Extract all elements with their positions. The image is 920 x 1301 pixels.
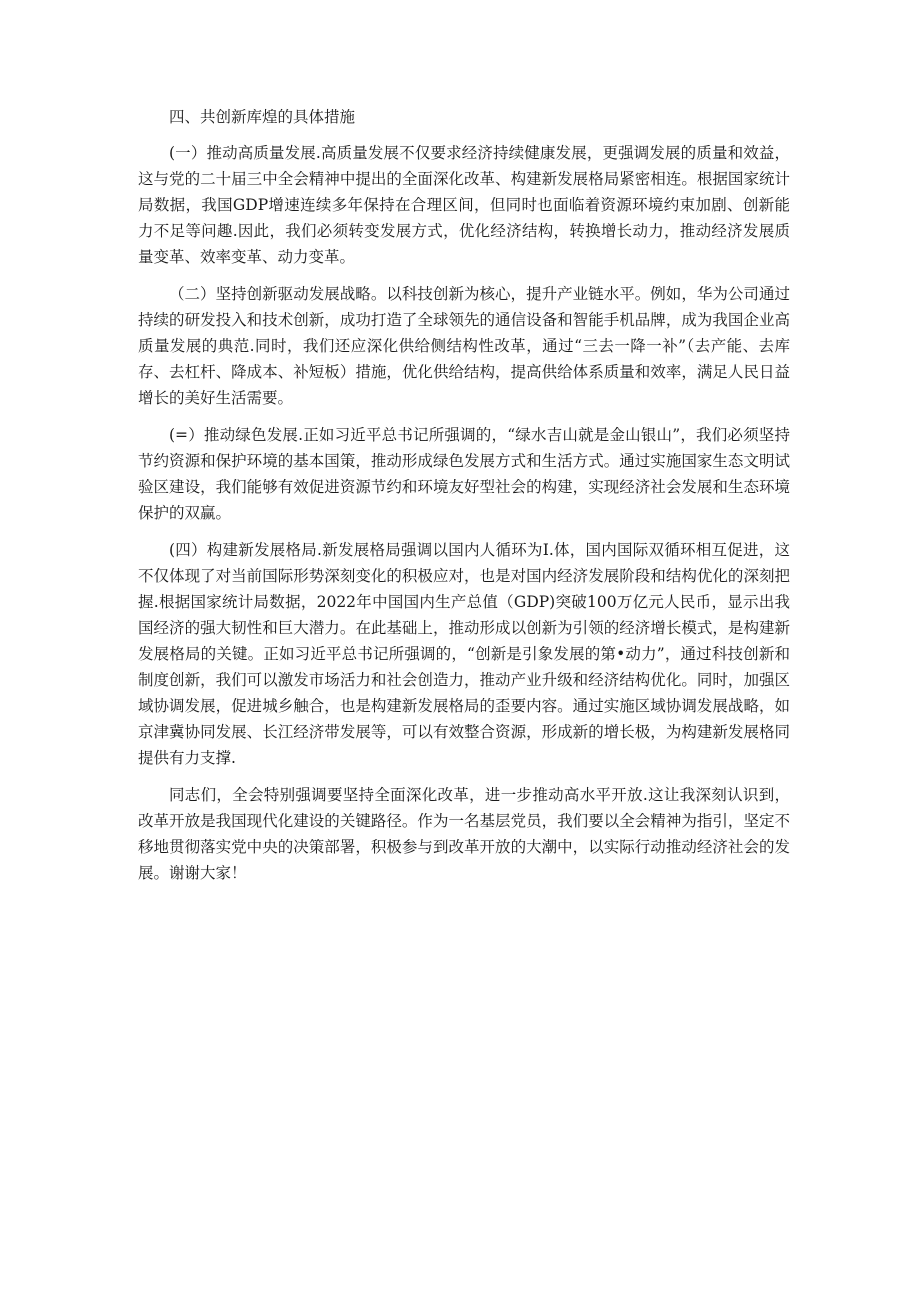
section-heading: 四、共创新库煌的具体措施 bbox=[169, 108, 356, 126]
paragraph-high-quality-development: (一）推动高质量发展.高质量发展不仅要求经济持续健康发展，更强调发展的质量和效益，这与党的二十届三中全会精神中提出的全面深化改革、构建新发展格局紧密相连。根据国家统计局数据，我国GDP增速连续多年保持在合理区间，但同时也面临着资源环境约束加剧、创新能力不足等问趣.因此，我们必须转变发展方式，优化经济结构，转换增长动力，推动经济发展质量变革、效率变革、动力变革。 bbox=[138, 144, 790, 266]
paragraph-closing-remarks: 同志们，全会特别强调要坚持全面深化改革，进一步推动高水平开放.这让我深刻认识到，改革开放是我国现代化建设的关键路径。作为一名基层党员，我们要以全会精神为指引，坚定不移地贯彻落实党中央的决策部署，积极参与到改革开放的大潮中，以实际行动推动经济社会的发展。谢谢大家！ bbox=[138, 786, 790, 882]
paragraph-innovation-strategy: （二）坚持创新驱动发展战略。以科技创新为核心，提升产业链水平。例如，华为公司通过持续的研发投入和技术创新，成功打造了全球领先的通信设备和智能手机品牌，成为我国企业高质量发展的典范.同时，我们还应深化供给侧结构性改革，通过“三去一降一补”（去产能、去库存、去杠杆、降成本、补短板）措施，优化供给结构，提高供给体系质量和效率，满足人民日益增长的美好生活需要。 bbox=[138, 285, 790, 407]
paragraph-green-development: (=）推动绿色发展.正如习近平总书记所强调的，“绿水吉山就是金山银山”，我们必须坚持节约资源和保护环境的基本国策，推动形成绿色发展方式和生活方式。通过实施国家生态文明试验区建设，我们能够有效促进资源节约和环境友好型社会的构建，实现经济社会发展和生态环境保护的双赢。 bbox=[138, 426, 790, 522]
paragraph-new-development-pattern: (四）构建新发展格局.新发展格局强调以国内人循环为I.体，国内国际双循环相互促进，这不仅体现了对当前国际形势深刻变化的积极应对，也是对国内经济发展阶段和结构优化的深刻把握.根据国家统计局数据，2022年中国国内生产总值（GDP)突破100万亿元人民币，显示出我国经济的强大韧性和巨大潜力。在此基础上，推动形成以创新为引领的经济增长模式，是构建新发展格局的关键。正如习近平总书记所强调的，“创新是引象发展的第•动力”，通过科技创新和制度创新，我们可以激发市场活力和社会创造力，推动产业升级和经济结构优化。同时，加强区域协调发展，促进城乡触合，也是构建新发展格局的歪要内容。通过实施区域协调发展战略，如京津冀协同发展、长江经济带发展等，可以有效整合资源，形成新的增长极，为构建新发展格同提供有力支撑. bbox=[138, 541, 790, 767]
document-page bbox=[138, 104, 790, 897]
